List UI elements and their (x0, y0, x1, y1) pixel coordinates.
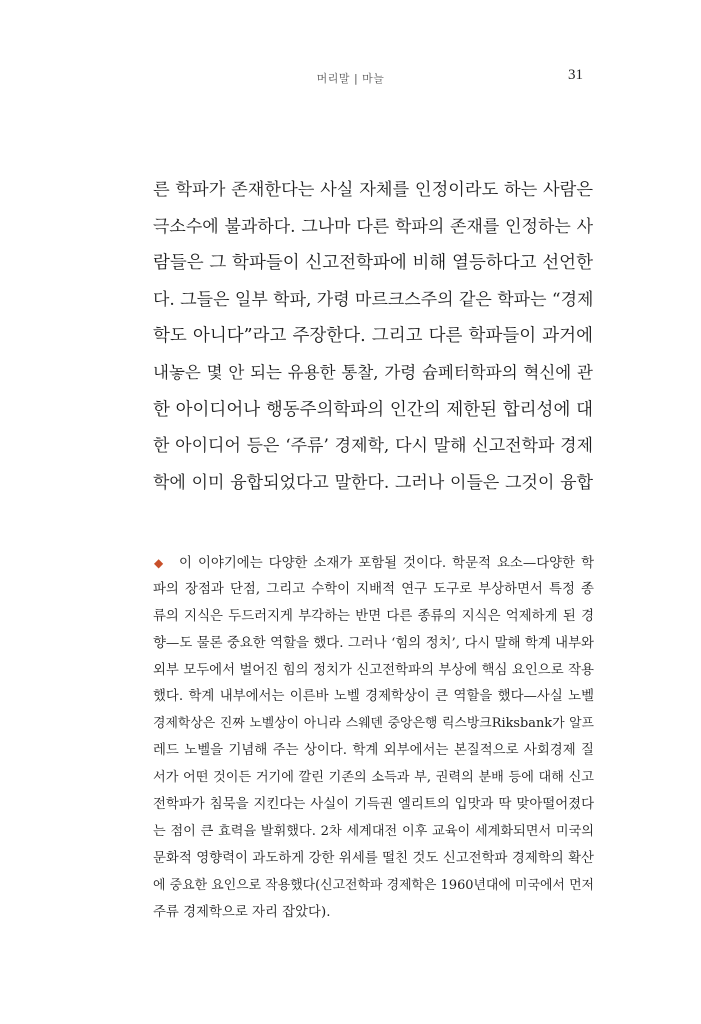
body-line: 내놓은 몇 안 되는 유용한 통찰, 가령 슘페터학파의 혁신에 관 (153, 362, 593, 382)
footnote-line: 전학파가 침묵을 지킨다는 사실이 기득권 엘리트의 입맛과 딱 맞아떨어졌다 (153, 797, 594, 813)
footnote-line: 서가 어떤 것이든 거기에 깔린 기존의 소득과 부, 권력의 분배 등에 대해 신고 (153, 770, 594, 786)
main-body-text (153, 172, 593, 501)
body-line: 학에 이미 융합되었다고 말한다. 그러나 이들은 그것이 융합 (153, 472, 593, 493)
footnote-line: 류의 지식은 두드러지게 부각하는 반면 다른 종류의 지식은 억제하게 된 경 (153, 608, 594, 624)
body-line: 한 아이디어나 행동주의학파의 인간의 제한된 합리성에 대 (153, 399, 593, 420)
footnote-line: 파의 장점과 단점, 그리고 수학이 지배적 연구 도구로 부상하면서 특정 종 (153, 581, 594, 597)
footnote-line: 레드 노벨을 기념해 주는 상이다. 학계 외부에서는 본질적으로 사회경제 질 (153, 743, 594, 759)
footnote-line: 에 중요한 요인으로 작용했다(신고전학파 경제학은 1960년대에 미국에서 먼저 (153, 877, 594, 893)
footnote-marker-icon: ◆ (154, 556, 165, 570)
footnote-line: 문화적 영향력이 과도하게 강한 위세를 떨친 것도 신고전학파 경제학의 확산 (153, 850, 594, 866)
footnote-line: 주류 경제학으로 자리 잡았다). (153, 904, 331, 920)
footnote (153, 550, 594, 926)
body-line: 람들은 그 학파들이 신고전학파에 비해 열등하다고 선언한 (153, 253, 593, 274)
footnote-line: 했다. 학계 내부에서는 이른바 노벨 경제학상이 큰 역할을 했다—사실 노벨 (153, 689, 594, 705)
running-header (0, 67, 701, 90)
body-line: 다. 그들은 일부 학파, 가령 마르크스주의 같은 학파는 “경제 (153, 289, 594, 310)
footnote-line: 향—도 물론 중요한 역할을 했다. 그러나 ‘힘의 정치’, 다시 말해 학계 내부와 (153, 635, 594, 651)
footnote-line: 외부 모두에서 벌어진 힘의 정치가 신고전학파의 부상에 핵심 요인으로 작용 (153, 662, 594, 678)
body-line: 학도 아니다”라고 주장한다. 그리고 다른 학파들이 과거에 (153, 326, 593, 347)
body-line: 극소수에 불과하다. 그나마 다른 학파의 존재를 인정하는 사 (153, 216, 593, 237)
footnote-line: 경제학상은 진짜 노벨상이 아니라 스웨덴 중앙은행 릭스방크Riksbank가 알프 (153, 716, 594, 732)
footnote-line (153, 550, 594, 577)
page-number: 31 (568, 67, 583, 83)
running-title: 머리말 | 마늘 (316, 72, 385, 85)
body-line: 한 아이디어 등은 ‘주류’ 경제학, 다시 말해 신고전학파 경제 (153, 436, 593, 457)
footnote-line: 는 점이 큰 효력을 발휘했다. 2차 세계대전 이후 교육이 세계화되면서 미국의 (153, 823, 594, 839)
body-line: 른 학파가 존재한다는 사실 자체를 인정이라도 하는 사람은 (153, 180, 593, 200)
footnote-line-text: 이 이야기에는 다양한 소재가 포함될 것이다. 학문적 요소—다양한 학 (179, 556, 595, 571)
